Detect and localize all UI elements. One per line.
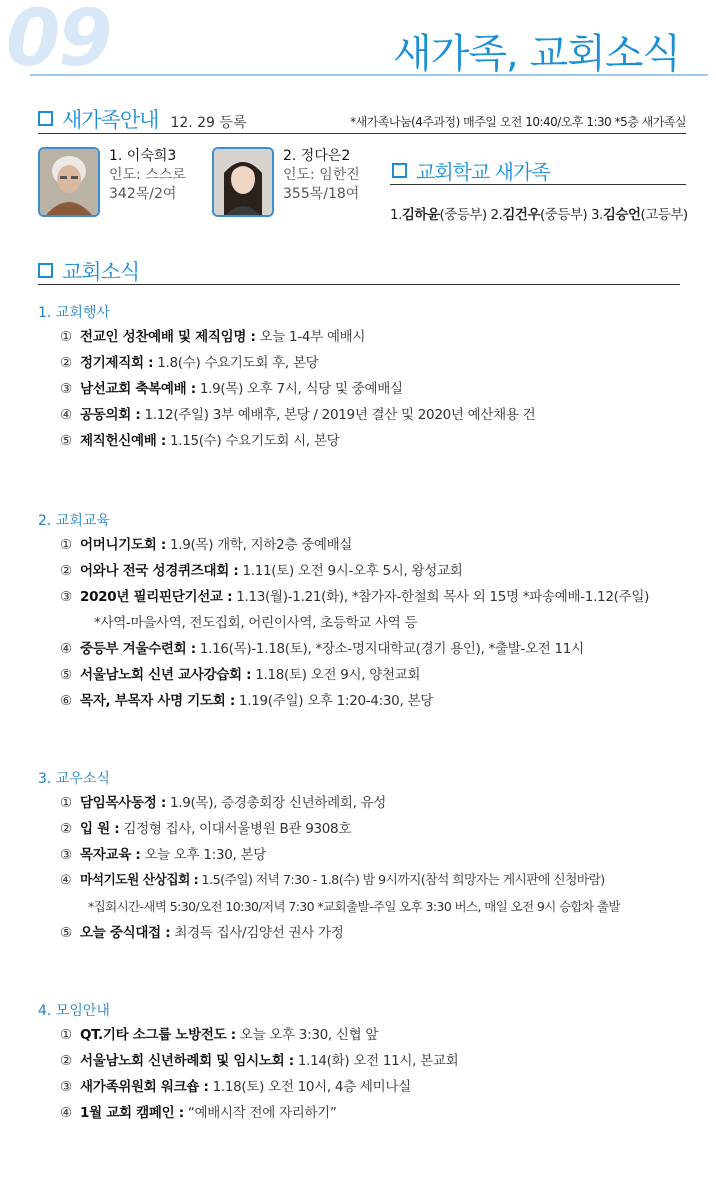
school-new-family-list [390, 203, 688, 223]
list-item: ① 전교인 성찬예배 및 제직임명 : 오늘 1-4부 예배시 [60, 329, 366, 345]
list-item: ① 담임목사동정 : 1.9(목), 증경총회장 신년하례회, 유성 [60, 795, 387, 811]
category-items [60, 326, 700, 456]
new-family-header [38, 104, 246, 134]
school-entry: 2.김건우(중등부) [490, 207, 588, 223]
category-items [60, 792, 700, 948]
list-item: ④ 공동의회 : 1.12(주일) 3부 예배후, 본당 / 2019년 결산 및 2020년 예산채용 건 [60, 407, 536, 423]
list-item: ① 어머니기도회 : 1.9(목) 개학, 지하2층 중예배실 [60, 537, 353, 553]
category-items [60, 534, 700, 716]
list-item: ③ 새가족위원회 워크숍 : 1.18(토) 오전 10시, 4층 세미나실 [60, 1079, 411, 1095]
list-item: ③ 남선교회 축복예배 : 1.9(목) 오후 7시, 식당 및 중예배실 [60, 381, 403, 397]
young-woman-portrait-icon [214, 149, 272, 215]
list-item: ③ 2020년 필리핀단기선교 : 1.13(월)-1.21(화), *참가자-한철희 목사 외 15명 *파송예배-1.12(주일) [60, 589, 650, 605]
category-title: 3. 교우소식 [38, 771, 110, 787]
member-name: 2. 정다은2 [283, 148, 351, 164]
list-item: ① QT.기타 소그룹 노방전도 : 오늘 오후 3:30, 신협 앞 [60, 1027, 379, 1043]
category-items [60, 1024, 700, 1128]
new-family-note: *새가족나눔(4주과정) 매주일 오전 10:40/오후 1:30 *5층 새가족실 [350, 115, 686, 129]
member-name: 1. 이숙희3 [109, 148, 177, 164]
elderly-woman-portrait-icon [40, 149, 98, 215]
member-photo [38, 147, 100, 217]
school-new-family-header [392, 156, 550, 185]
list-item: ⑤ 오늘 중식대접 : 최경득 집사/김양선 권사 가정 [60, 925, 344, 941]
list-item: ⑤ 서울남노회 신년 교사강습회 : 1.18(토) 오전 9시, 양천교회 [60, 667, 421, 683]
list-item: ② 서울남노회 신년하례회 및 임시노회 : 1.14(화) 오전 11시, 본교회 [60, 1053, 459, 1069]
list-item: ④ 1월 교회 캠페인 : “예배시작 전에 자리하기” [60, 1105, 337, 1121]
new-family-date: 12. 29 등록 [170, 115, 247, 131]
new-family-title: 새가족안내 [62, 108, 159, 132]
member-guide: 인도: 스스로 [109, 167, 186, 183]
list-subnote: *사역-마을사역, 전도집회, 어린이사역, 초등학교 사역 등 [94, 615, 418, 631]
category-title: 1. 교회행사 [38, 305, 110, 321]
member-guide: 인도: 임한진 [283, 167, 360, 183]
member-group: 342목/2여 [109, 186, 177, 202]
list-item: ② 정기제직회 : 1.8(수) 수요기도회 후, 본당 [60, 355, 319, 371]
list-subnote: *집회시간-새벽 5:30/오전 10:30/저녁 7:30 *교회출발-주일 오후 3:30 버스, 매일 오전 9시 승합차 출발 [88, 899, 620, 914]
member-group: 355목/18여 [283, 186, 360, 202]
page-title: 새가족, 교회소식 [393, 31, 680, 77]
church-news-title: 교회소식 [62, 260, 140, 284]
list-item: ④ 중등부 겨울수련회 : 1.16(목)-1.18(토), *장소-명지대학교(경기 용인), *출발-오전 11시 [60, 641, 584, 657]
list-item: ② 입 원 : 김정형 집사, 이대서울병원 B관 9308호 [60, 821, 352, 837]
square-bullet-icon [38, 263, 53, 278]
school-entry: 3.김승언(고등부) [590, 207, 688, 223]
list-item: ④ 마석기도원 산상집회 : 1.5(주일) 저녁 7:30 - 1.8(수) 밤 9시까지(참석 희망자는 게시판에 신청바람) [60, 873, 605, 888]
member-photo [212, 147, 274, 217]
square-bullet-icon [392, 163, 407, 178]
title-divider [30, 74, 708, 76]
list-item: ⑤ 제직헌신예배 : 1.15(수) 수요기도회 시, 본당 [60, 433, 340, 449]
list-item: ② 어와나 전국 성경퀴즈대회 : 1.11(토) 오전 9시-오후 5시, 왕성교회 [60, 563, 463, 579]
church-news-header [38, 256, 139, 286]
category-title: 4. 모임안내 [38, 1003, 110, 1019]
new-family-divider [38, 133, 686, 134]
list-item: ③ 목자교육 : 오늘 오후 1:30, 본당 [60, 847, 266, 863]
page-number: 09 [6, 0, 111, 84]
school-divider [390, 184, 686, 185]
church-news-divider [38, 284, 680, 285]
school-new-family-title: 교회학교 새가족 [416, 160, 550, 184]
list-item: ⑥ 목자, 부목자 사명 기도회 : 1.19(주일) 오후 1:20-4:30, 본당 [60, 693, 433, 709]
square-bullet-icon [38, 111, 53, 126]
new-member-card [212, 147, 360, 217]
school-entry: 1.김하윤(중등부) [390, 207, 487, 223]
category-title: 2. 교회교육 [38, 513, 110, 529]
new-member-card [38, 147, 186, 217]
